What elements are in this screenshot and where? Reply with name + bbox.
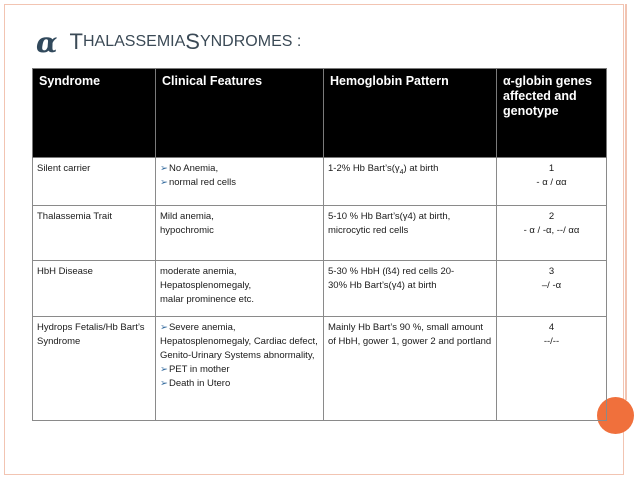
thalassemia-table xyxy=(32,68,607,421)
header-syndrome: Syndrome xyxy=(33,69,156,158)
cell-genotype xyxy=(497,158,607,206)
hemoglobin-text-end: ) at birth xyxy=(403,163,439,174)
cell-syndrome: HbH Disease xyxy=(33,261,156,317)
hemoglobin-text: 1-2% Hb Bart’s(γ xyxy=(328,163,400,174)
gene-count: 3 xyxy=(548,266,555,277)
cell-clinical xyxy=(156,206,324,261)
cell-hemoglobin xyxy=(324,261,497,317)
hemoglobin-subscript: 4 xyxy=(399,168,404,176)
clinical-item: hypochromic xyxy=(160,225,214,236)
cell-hemoglobin xyxy=(324,206,497,261)
clinical-item: moderate anemia, xyxy=(160,266,237,277)
genotype: - α / -α, --/ αα xyxy=(523,225,580,236)
cell-syndrome: Silent carrier xyxy=(33,158,156,206)
gene-count: 2 xyxy=(548,211,555,222)
title-s: S xyxy=(185,29,200,54)
table-header-row xyxy=(33,69,607,158)
title-alpha-symbol: α xyxy=(36,25,58,59)
hemoglobin-line: 30% Hb Bart’s(γ4) at birth xyxy=(328,280,437,291)
clinical-item: ➢ normal red cells xyxy=(160,176,319,190)
title-syndromes: YNDROMES : xyxy=(199,33,302,50)
title-thalassemia: HALASSEMIA xyxy=(83,33,186,50)
clinical-item: ➢ PET in mother xyxy=(160,363,319,377)
clinical-item: Mild anemia, xyxy=(160,211,214,222)
cell-genotype xyxy=(497,261,607,317)
cell-genotype xyxy=(497,206,607,261)
clinical-item: ➢ Death in Utero xyxy=(160,377,319,391)
cell-genotype xyxy=(497,317,607,421)
slide-title xyxy=(36,24,301,60)
cell-hemoglobin: Mainly Hb Bart’s 90 %, small amount of HbH, gower 1, gower 2 and portland xyxy=(324,317,497,421)
hemoglobin-line: 5-10 % Hb Bart’s(γ4) at birth, xyxy=(328,211,451,222)
clinical-item: Hepatosplenomegaly, xyxy=(160,280,252,291)
clinical-item: ➢ No Anemia, xyxy=(160,162,319,176)
gene-count: 1 xyxy=(548,163,555,174)
hemoglobin-line: 5-30 % HbH (ß4) red cells 20- xyxy=(328,266,455,277)
cell-clinical xyxy=(156,317,324,421)
cell-clinical xyxy=(156,158,324,206)
genotype: –/ -α xyxy=(541,280,562,291)
cell-clinical xyxy=(156,261,324,317)
cell-syndrome: Hydrops Fetalis/Hb Bart’s Syndrome xyxy=(33,317,156,421)
table-row xyxy=(33,206,607,261)
table-row xyxy=(33,158,607,206)
header-hemoglobin-pattern: Hemoglobin Pattern xyxy=(324,69,497,158)
cell-syndrome: Thalassemia Trait xyxy=(33,206,156,261)
cell-hemoglobin xyxy=(324,158,497,206)
header-clinical-features: Clinical Features xyxy=(156,69,324,158)
slide-edge-line xyxy=(625,4,627,400)
genotype: - α / αα xyxy=(536,177,567,188)
hemoglobin-line: microcytic red cells xyxy=(328,225,409,236)
clinical-item: ➢ Severe anemia, xyxy=(160,321,319,335)
table-row xyxy=(33,261,607,317)
header-genotype: α-globin genes affected and genotype xyxy=(497,69,607,158)
gene-count: 4 xyxy=(548,322,555,333)
table-row xyxy=(33,317,607,421)
genotype: --/-- xyxy=(543,336,560,347)
clinical-item: malar prominence etc. xyxy=(160,294,254,305)
title-t: T xyxy=(69,29,83,54)
clinical-item: Hepatosplenomegaly, Cardiac defect, Genito-Urinary Systems abnormality, xyxy=(160,336,318,361)
